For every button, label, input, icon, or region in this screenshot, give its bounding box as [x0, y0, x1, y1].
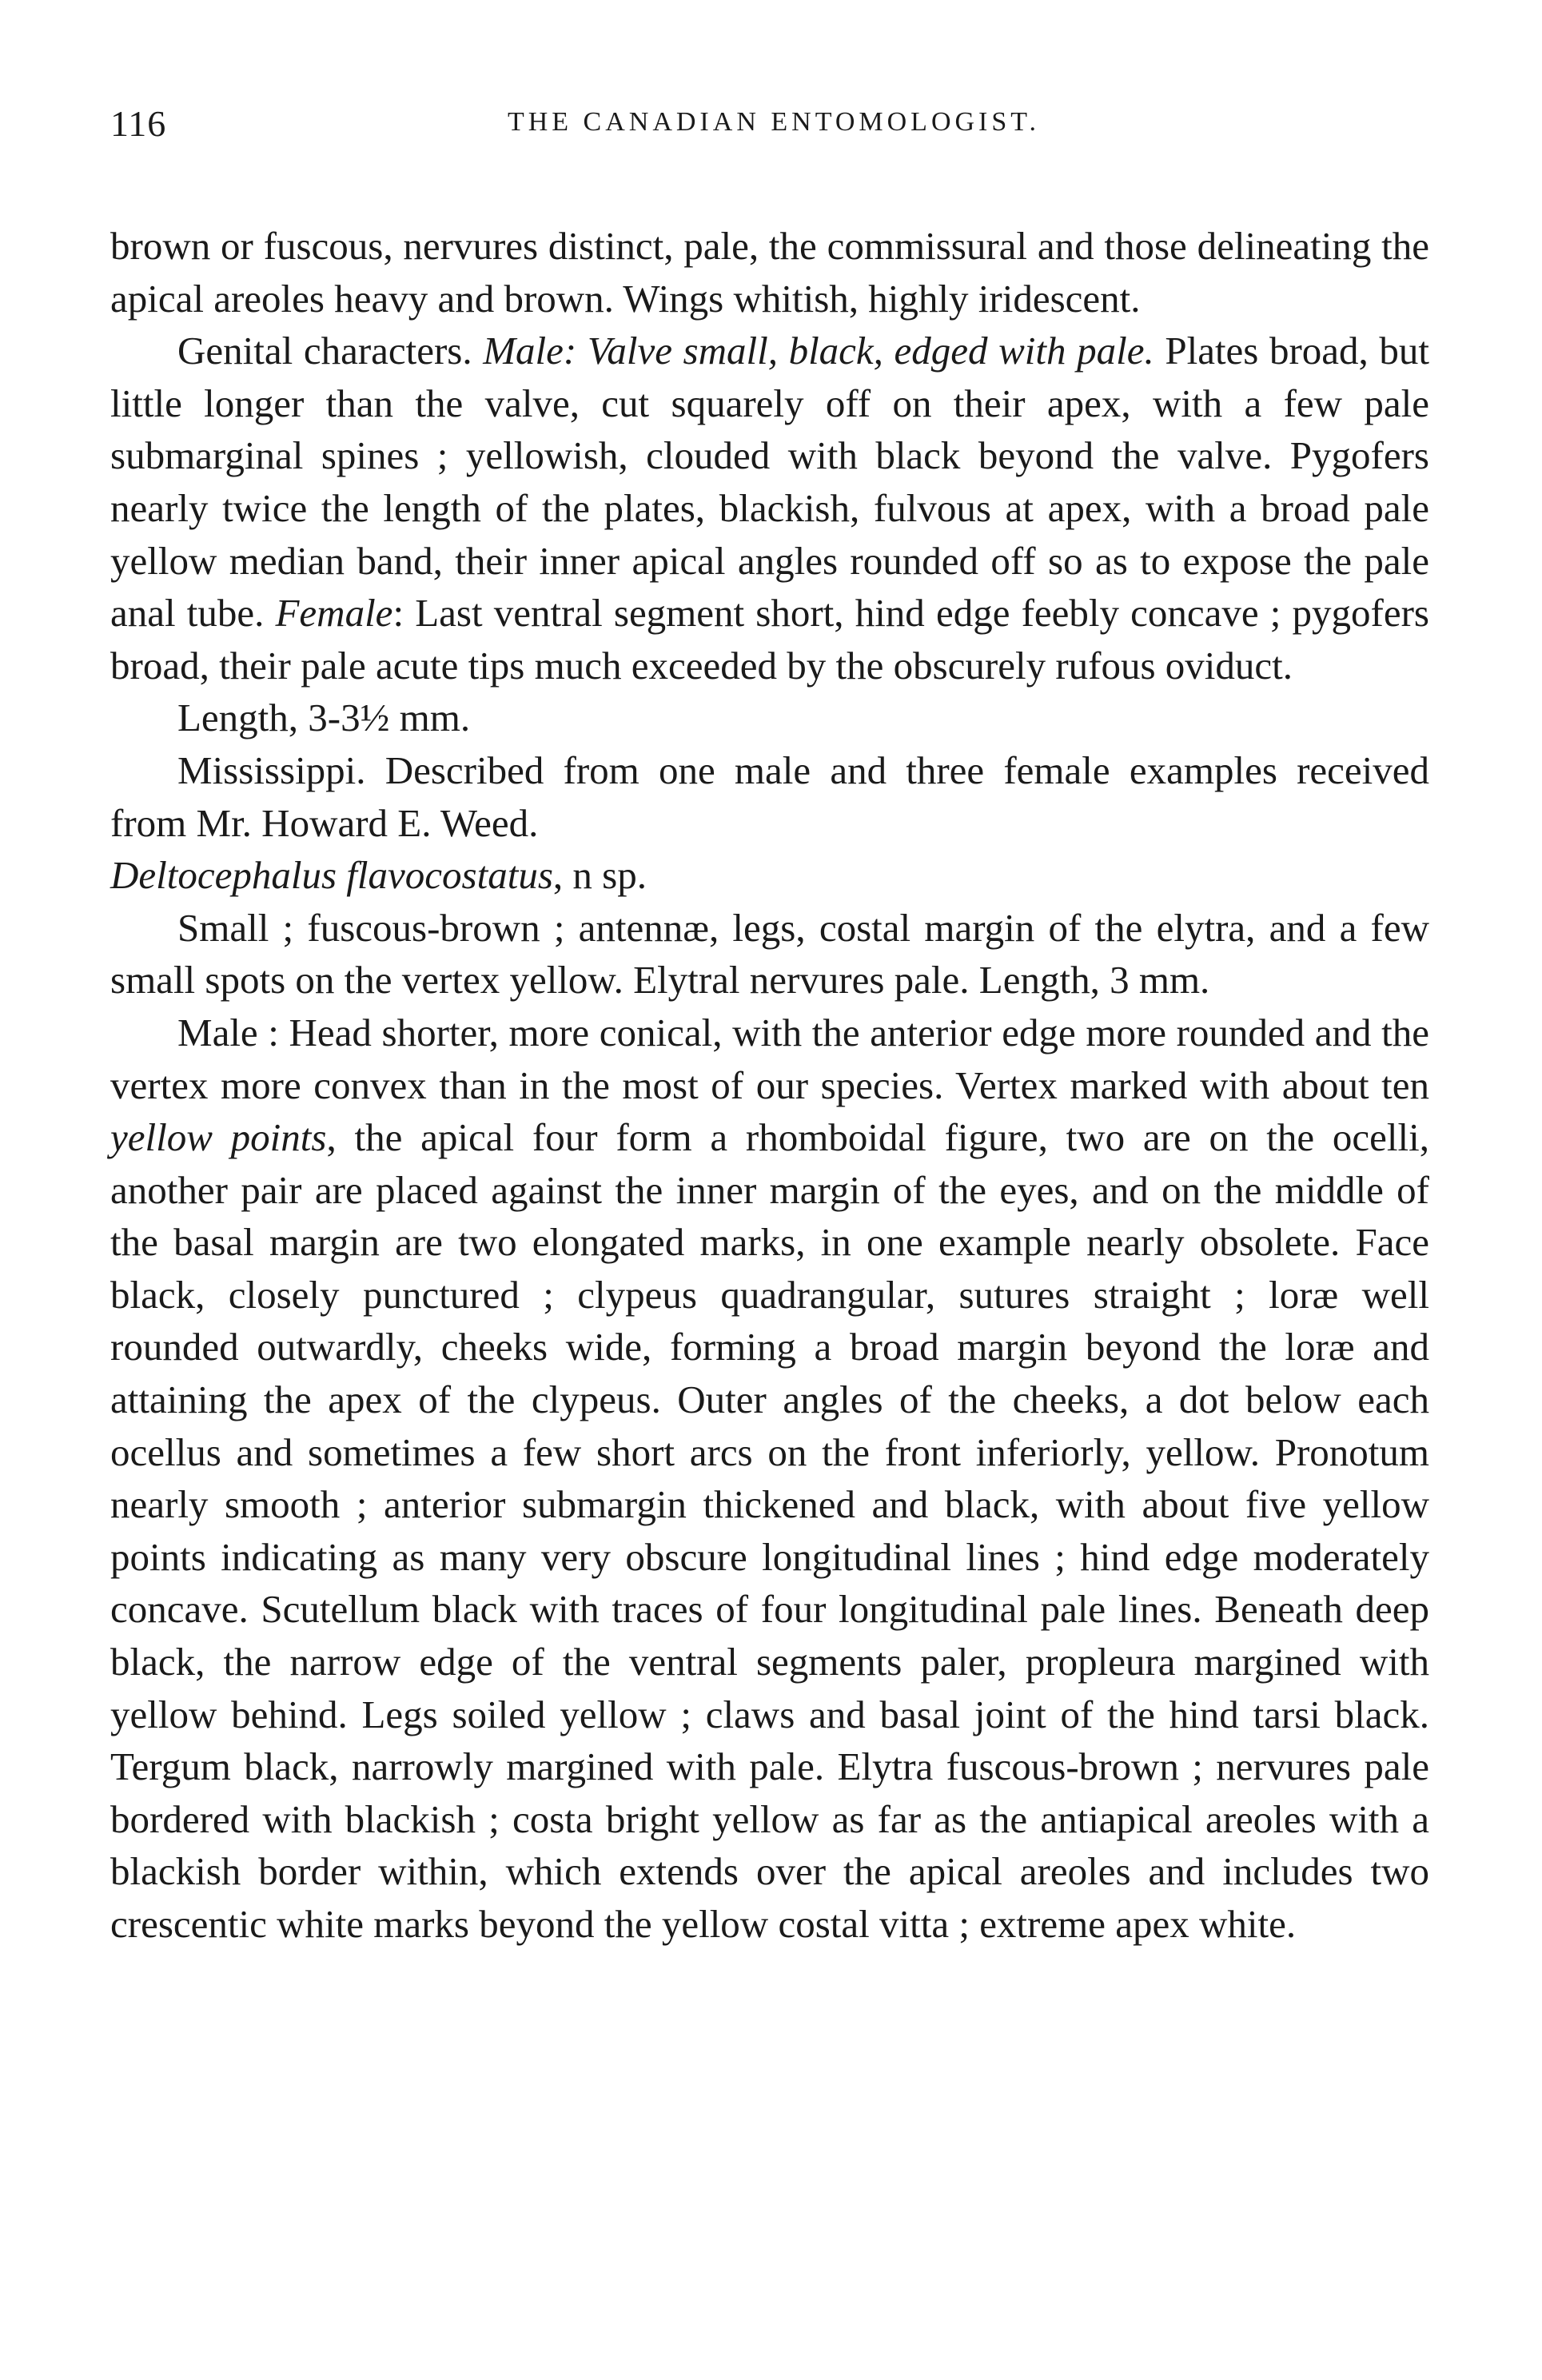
species-heading	[110, 849, 1429, 902]
male-desc-rest: , the apical four form a rhomboidal figure, two are on the ocelli, another pair are placed against the inner margin of the eyes, and on the middle of the basal margin are two elongated marks, in one example nearly obsolete. Face black, closely punctured ; clypeus quadrangular, sutures straight ; loræ well rounded outwardly, cheeks wide, forming a broad margin beyond the loræ and attaining the apex of the clypeus. Outer angles of the cheeks, a dot below each ocellus and sometimes a few short arcs on the front inferiorly, yellow. Pronotum nearly smooth ; anterior submargin thickened and black, with about five yellow points indicating as many very obscure longitudinal lines ; hind edge moderately concave. Scutellum black with traces of four longitudinal pale lines. Beneath deep black, the narrow edge of the ventral segments paler, propleura margined with yellow behind. Legs soiled yellow ; claws and basal joint of the hind tarsi black. Tergum black, narrowly margined with pale. Elytra fuscous-brown ; nervures pale bordered with blackish ; costa bright yellow as far as the antiapical areoles with a blackish border within, which extends over the apical areoles and includes two crescentic white marks beyond the yellow costal vitta ; extreme apex white.	[110, 1115, 1429, 1946]
genital-rest-a: Plates broad, but little longer than the valve, cut squarely off on their apex, with a few pale submarginal spines ; yellowish, clouded with black beyond the valve. Pygofers nearly twice the length of the plates, blackish, fulvous at apex, with a broad pale yellow median band, their inner apical angles rounded off so as to expose the pale anal tube.	[110, 329, 1429, 636]
male-desc: : Valve small, black, edged with pale.	[563, 329, 1154, 373]
yellow-points-phrase: yellow points	[110, 1115, 327, 1160]
journal-title: THE CANADIAN ENTOMOLOGIST.	[507, 107, 1041, 137]
species-suffix: , n sp.	[552, 853, 647, 898]
genital-lead: Genital characters.	[177, 329, 484, 373]
paragraph-wing-description: brown or fuscous, nervures distinct, pale, the commissural and those delineating the apical areoles heavy and brown. Wings whitish, highly iridescent.	[110, 224, 1429, 321]
paragraph-genital-characters	[110, 325, 1429, 692]
paragraph-species-summary: Small ; fuscous-brown ; antennæ, legs, costal margin of the elytra, and a few small spots on the vertex yellow. Elytral nervures pale. Length, 3 mm.	[110, 905, 1429, 1003]
male-desc-lead: Male : Head shorter, more conical, with the anterior edge more rounded and the vertex more convex than in the most of our species. Vertex marked with about ten	[110, 1010, 1429, 1107]
page-number: 116	[110, 103, 167, 144]
running-head	[110, 102, 1437, 150]
paragraph-male-description	[110, 1007, 1429, 1951]
male-label: Male	[483, 329, 564, 373]
text-body	[110, 220, 1429, 1951]
species-name: Deltocephalus flavocostatus	[110, 853, 553, 898]
genital-rest-b: : Last ventral segment short, hind edge feebly concave ; pygofers broad, their pale acute tips much exceeded by the obscurely rufous oviduct.	[110, 591, 1429, 688]
paragraph-length: Length, 3-3½ mm.	[177, 696, 471, 740]
paragraph-locality: Mississippi. Described from one male and three female examples received from Mr. Howard E. Weed.	[110, 747, 1429, 845]
female-label: Female	[275, 591, 393, 636]
